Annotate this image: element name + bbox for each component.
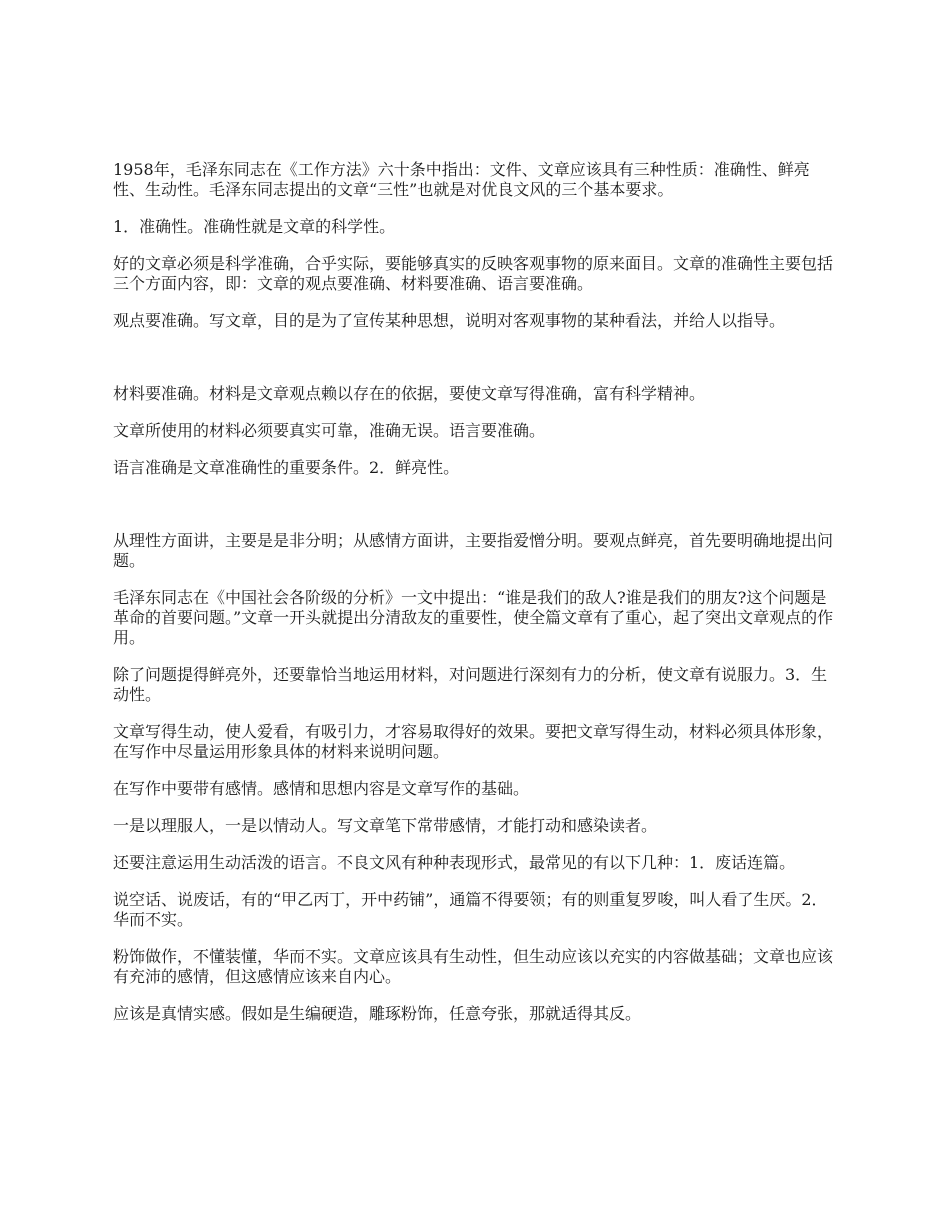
paragraph: 1958年，毛泽东同志在《工作方法》六十条中指出：文件、文章应该具有三种性质：准确性、鲜亮性、生动性。毛泽东同志提出的文章“三性”也就是对优良文风的三个基本要求。 — [113, 160, 810, 199]
paragraph: 在写作中要带有感情。感情和思想内容是文章写作的基础。 — [113, 779, 530, 798]
paragraph: 应该是真情实感。假如是生编硬造，雕琢粉饰，任意夸张，那就适得其反。 — [113, 1004, 642, 1023]
paragraph: 还要注意运用生动活泼的语言。不良文风有种种表现形式，最常见的有以下几种：1．废话连篇。 — [113, 853, 796, 872]
paragraph: 毛泽东同志在《中国社会各阶级的分析》一文中提出：“谁是我们的敌人?谁是我们的朋友?这个问题是革命的首要问题。”文章一开头就提出分清敌友的重要性，使全篇文章有了重心，起了突出文章观点的作用。 — [113, 588, 834, 647]
paragraph: 材料要准确。材料是文章观点赖以存在的依据，要使文章写得准确，富有科学精神。 — [113, 384, 706, 403]
paragraph: 文章所使用的材料必须要真实可靠，准确无误。语言要准确。 — [113, 421, 546, 440]
document-body — [113, 160, 841, 1041]
paragraph: 1．准确性。准确性就是文章的科学性。 — [113, 217, 396, 236]
paragraph: 语言准确是文章准确性的重要条件。2．鲜亮性。 — [113, 458, 460, 477]
paragraph: 粉饰做作，不懂装懂，华而不实。文章应该具有生动性，但生动应该以充实的内容做基础；文章也应该有充沛的感情，但这感情应该来自内心。 — [113, 947, 834, 986]
paragraph: 除了问题提得鲜亮外，还要靠恰当地运用材料，对问题进行深刻有力的分析，使文章有说服力。3．生动性。 — [113, 665, 828, 704]
paragraph: 一是以理服人，一是以情动人。写文章笔下常带感情，才能打动和感染读者。 — [113, 816, 658, 835]
paragraph: 文章写得生动，使人爱看，有吸引力，才容易取得好的效果。要把文章写得生动，材料必须具体形象，在写作中尽量运用形象具体的材料来说明问题。 — [113, 722, 834, 761]
paragraph: 观点要准确。写文章，目的是为了宣传某种思想，说明对客观事物的某种看法，并给人以指导。 — [113, 311, 786, 330]
paragraph: 从理性方面讲，主要是是非分明；从感情方面讲，主要指爱憎分明。要观点鲜亮，首先要明确地提出问题。 — [113, 531, 834, 570]
paragraph: 说空话、说废话，有的“甲乙丙丁，开中药铺”，通篇不得要领；有的则重复罗唆，叫人看了生厌。2．华而不实。 — [113, 890, 828, 929]
paragraph: 好的文章必须是科学准确，合乎实际，要能够真实的反映客观事物的原来面目。文章的准确性主要包括三个方面内容，即：文章的观点要准确、材料要准确、语言要准确。 — [113, 254, 834, 293]
